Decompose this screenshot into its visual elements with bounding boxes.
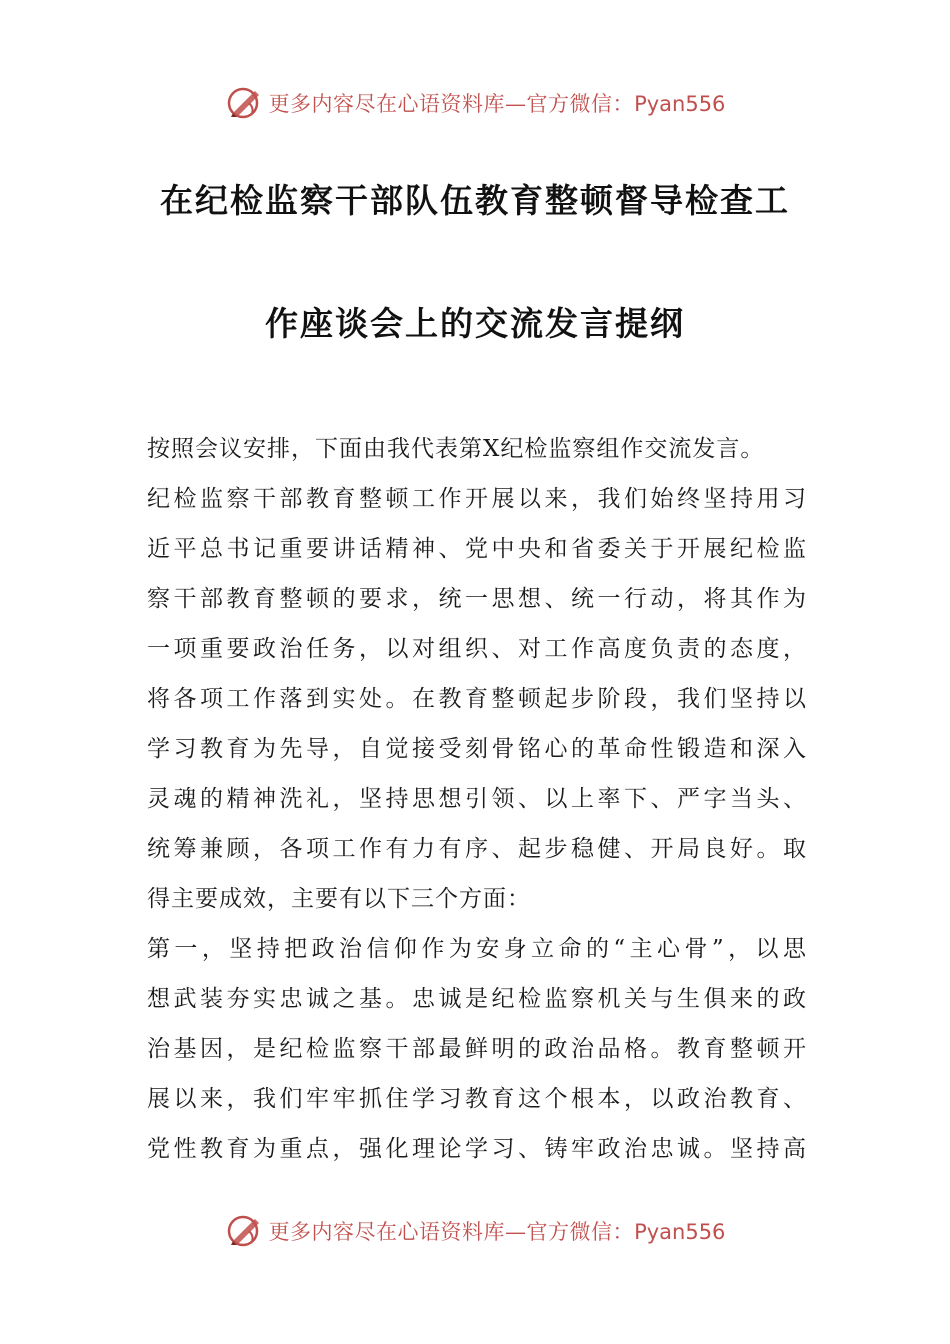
body-line: 统筹兼顾，各项工作有力有序、起步稳健、开局良好。取 (147, 836, 807, 862)
wechat-id: Pyan556 (634, 1220, 726, 1244)
body-line: 得主要成效，主要有以下三个方面： (147, 886, 531, 912)
document-body (147, 424, 807, 1174)
wechat-id: Pyan556 (634, 92, 726, 116)
body-line: 按照会议安排，下面由我代表第X纪检监察组作交流发言。 (147, 436, 765, 462)
watermark-text: 更多内容尽在心语资料库—官方微信：Pyan556 (268, 92, 726, 116)
document-title-line-1: 在纪检监察干部队伍教育整顿督导检查工 (160, 181, 790, 220)
body-line: 展以来，我们牢牢抓住学习教育这个根本，以政治教育、 (147, 1086, 807, 1112)
watermark-banner-top (0, 78, 950, 128)
body-line: 想武装夯实忠诚之基。忠诚是纪检监察机关与生俱来的政 (147, 986, 807, 1012)
body-line: 一项重要政治任务，以对组织、对工作高度负责的态度， (147, 636, 807, 662)
body-line: 灵魂的精神洗礼，坚持思想引领、以上率下、严字当头、 (147, 786, 807, 812)
body-line: 纪检监察干部教育整顿工作开展以来，我们始终坚持用习 (147, 486, 807, 512)
body-line: 近平总书记重要讲话精神、党中央和省委关于开展纪检监 (147, 536, 807, 562)
watermark-text: 更多内容尽在心语资料库—官方微信：Pyan556 (268, 1220, 726, 1244)
body-line: 党性教育为重点，强化理论学习、铸牢政治忠诚。坚持高 (147, 1136, 807, 1162)
pen-logo-icon (225, 83, 265, 123)
watermark-banner-bottom (0, 1206, 950, 1256)
document-title-line-2: 作座谈会上的交流发言提纲 (265, 304, 685, 343)
body-line: 第一，坚持把政治信仰作为安身立命的“主心骨”，以思 (147, 936, 807, 962)
body-line: 察干部教育整顿的要求，统一思想、统一行动，将其作为 (147, 586, 807, 612)
body-line: 学习教育为先导，自觉接受刻骨铭心的革命性锻造和深入 (147, 736, 807, 762)
pen-logo-icon (225, 1211, 265, 1251)
body-line: 将各项工作落到实处。在教育整顿起步阶段，我们坚持以 (147, 686, 807, 712)
body-line: 治基因，是纪检监察干部最鲜明的政治品格。教育整顿开 (147, 1036, 807, 1062)
